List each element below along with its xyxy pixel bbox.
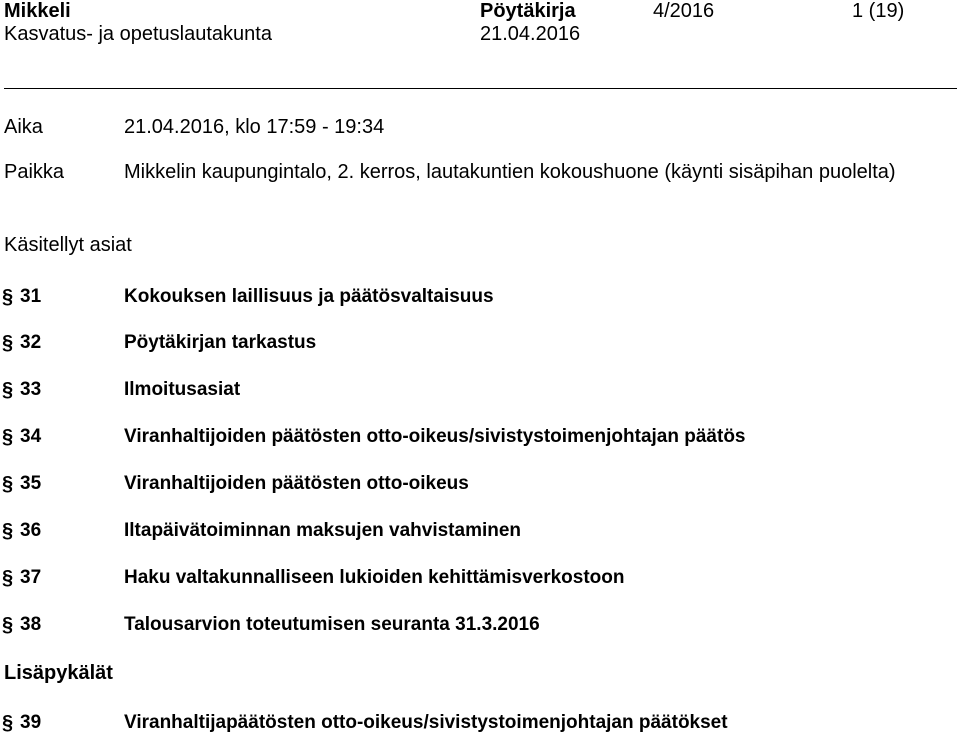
section-sign-icon: § <box>2 473 14 495</box>
section-sign-icon: § <box>2 567 14 589</box>
city-name: Mikkeli <box>4 0 71 22</box>
item-number: 38 <box>20 614 42 635</box>
page-number: 1 (19) <box>852 0 905 22</box>
item-title: Viranhaltijapäätösten otto-oikeus/sivistystoimenjohtajan päätökset <box>124 712 728 733</box>
item-title: Ilmoitusasiat <box>124 379 241 400</box>
item-number: 35 <box>20 473 42 494</box>
section-sign-icon: § <box>2 286 14 308</box>
item-title: Viranhaltijoiden päätösten otto-oikeus/sivistystoimenjohtajan päätös <box>124 426 746 447</box>
place-value: Mikkelin kaupungintalo, 2. kerros, lautakuntien kokoushuone (käynti sisäpihan puolelta) <box>124 161 896 183</box>
item-number: 33 <box>20 379 42 400</box>
committee-name: Kasvatus- ja opetuslautakunta <box>4 23 272 45</box>
section-sign-icon: § <box>2 332 14 354</box>
handled-items-heading: Käsitellyt asiat <box>4 234 132 256</box>
place-label: Paikka <box>4 161 65 183</box>
item-title: Kokouksen laillisuus ja päätösvaltaisuus <box>124 286 494 307</box>
item-number: 37 <box>20 567 42 588</box>
item-title: Viranhaltijoiden päätösten otto-oikeus <box>124 473 469 494</box>
appendix-heading: Lisäpykälät <box>4 662 113 684</box>
section-sign-icon: § <box>2 520 14 542</box>
header-divider <box>4 88 957 89</box>
item-title: Pöytäkirjan tarkastus <box>124 332 317 353</box>
item-title: Haku valtakunnalliseen lukioiden kehittämisverkostoon <box>124 567 625 588</box>
section-sign-icon: § <box>2 712 14 734</box>
time-value: 21.04.2016, klo 17:59 - 19:34 <box>124 116 385 138</box>
item-number: 34 <box>20 426 42 447</box>
item-title: Talousarvion toteutumisen seuranta 31.3.2016 <box>124 614 540 635</box>
document-date: 21.04.2016 <box>480 23 581 45</box>
document-type: Pöytäkirja <box>480 0 576 22</box>
item-title: Iltapäivätoiminnan maksujen vahvistaminen <box>124 520 522 541</box>
item-number: 32 <box>20 332 42 353</box>
section-sign-icon: § <box>2 614 14 636</box>
section-sign-icon: § <box>2 426 14 448</box>
item-number: 31 <box>20 286 42 307</box>
document-number: 4/2016 <box>653 0 715 22</box>
item-number: 39 <box>20 712 42 733</box>
section-sign-icon: § <box>2 379 14 401</box>
item-number: 36 <box>20 520 42 541</box>
time-label: Aika <box>4 116 43 138</box>
